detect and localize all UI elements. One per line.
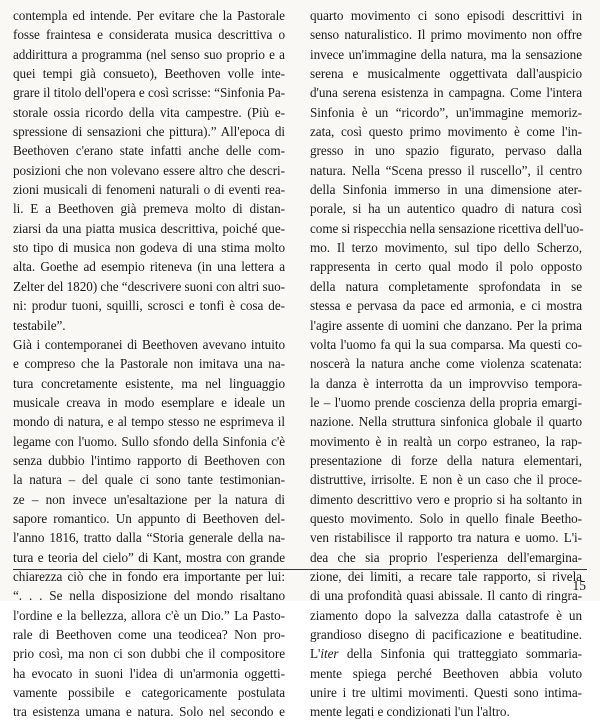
text-line: rale di Beethoven come una teodicea? Non pro- — [13, 627, 285, 642]
text-line: e compreso che la Pastorale non imitava una na- — [13, 356, 285, 372]
text-line: rappresenta in certo qual modo il polo opposto — [310, 259, 582, 275]
text-line: serena e musicalmente oggettivata dall'auspicio — [310, 66, 582, 82]
text-line: zioni musicali di fenomeni naturali o di eventi rea- — [13, 182, 285, 198]
text-line: porale, si ha un autentico quadro di natura così — [310, 201, 582, 217]
text-line: ven ristabilisce il rapporto tra natura e uomo. L'i- — [310, 530, 582, 546]
text-line: musicale creava in modo esemplare e ideale un — [13, 394, 285, 410]
text-line: la natura – del quale ci sono tante testimonian- — [13, 472, 285, 488]
text-line: della natura completamente sprofondata in se — [310, 278, 582, 294]
text-line: d'una serena esistenza in campagna. Come l'intera — [310, 85, 582, 101]
text-line: grandioso disegno di pacificazione e beatitudine. — [310, 627, 582, 642]
text-line: l'ordine e la bellezza, allora c'è un Dio.” La Pasto- — [13, 607, 285, 623]
text-line: natura. Nella “Scena presso il ruscello”, il centro — [310, 162, 582, 178]
text-line: zata, così questo primo movimento è come l'in- — [310, 124, 582, 140]
text-line: Sinfonia è un “ricordo”, un'immagine memoriz- — [310, 104, 582, 120]
text-line: sto tipo di musica non godeva di una stima molto — [13, 240, 285, 256]
text-line: fosse fraintesa e considerata musica descrittiva o — [13, 27, 285, 43]
text-line: alta. Goethe ad esempio riteneva (in una lettera a — [13, 259, 285, 275]
text-line: L'iter della Sinfonia qui tratteggiato sommaria- — [310, 646, 582, 662]
text-line: volta l'uomo fa qui la sua comparsa. Ma questi co- — [310, 336, 582, 352]
text-line: storale ossia ricordo della vita campestre. (Più e- — [13, 104, 285, 120]
footer-rule — [13, 569, 587, 570]
text-line: legame con l'uomo. Sullo sfondo della Sinfonia c'è — [13, 433, 285, 449]
text-line: della Sinfonia immerso in una dimensione ater- — [310, 182, 582, 198]
text-line: testabile”. — [13, 317, 66, 333]
text-line: quei tempi già consueto), Beethoven volle inte- — [13, 66, 285, 82]
text-line: spressione di sensazioni che pittura).” All'epoca di — [13, 124, 285, 140]
text-line: unire i tre ultimi movimenti. Questi sono intima- — [310, 685, 582, 701]
text-line: invece un'immagine della natura, ma la sensazione — [310, 46, 582, 62]
text-line: dea che sia proprio l'esperienza dell'emargina- — [310, 549, 582, 565]
text-line: questo movimento. Solo in quello finale Beetho- — [310, 510, 582, 526]
text-line: ziamento dopo la salvezza dalla catastrofe è un — [310, 607, 582, 623]
text-line: come si rispecchia nella sensazione ricettiva dell'uo- — [310, 220, 584, 236]
text-line: l'anno 1816, tratto dalla “Storia generale della na- — [13, 530, 285, 546]
text-line: mondo di natura, e al tempo stesso ne esprimeva il — [13, 414, 285, 430]
text-line: “. . . Se nella disposizione del mondo risaltano — [13, 588, 285, 604]
text-line: distruttive, irrisolte. E non è un caso che il proce- — [310, 472, 582, 488]
text-line: ni: produr tuoni, squilli, scrosci e tonfi è cosa de- — [13, 298, 285, 314]
text-line: chiarezza ciò che in fondo era importante per lui: — [13, 568, 285, 584]
text-line: presentazione di forze della natura elementari, — [310, 452, 582, 468]
text-column-left — [13, 6, 285, 722]
text-line: la danza è interrotta da un improvviso tempora- — [310, 375, 582, 391]
text-line: ze – non invece un'esaltazione per la natura di — [13, 491, 285, 507]
text-line: mente legati e condizionati l'un l'altro. — [310, 704, 510, 720]
text-line: mente spiega perché Beethoven abbia voluto — [310, 665, 582, 681]
text-line: ziarsi da una piatta musica descrittiva, poiché que- — [13, 220, 285, 236]
text-line: Già i contemporanei di Beethoven avevano intuito — [13, 336, 285, 352]
text-line: gresso in uno spazio figurato, pervaso dalla — [310, 143, 582, 159]
text-line: movimento è in realtà un corpo estraneo, la rap- — [310, 433, 582, 449]
text-line: Beethoven c'erano state infatti anche delle com- — [13, 143, 285, 159]
text-line: addirittura a programma (nel senso suo proprio e a — [13, 46, 285, 62]
text-line: quarto movimento ci sono episodi descrittivi in — [310, 8, 582, 23]
page-number: 15 — [572, 578, 586, 593]
text-line: li. E a Beethoven già premeva molto di distan- — [13, 201, 285, 217]
text-line: di una profondità quasi abissale. Il canto di ringra- — [310, 588, 582, 604]
text-line: senso naturalistico. Il primo movimento non offre — [310, 27, 582, 43]
text-line: tura e teoria del cielo” di Kant, mostra con grande — [13, 549, 285, 565]
text-line: senza dubbio l'intimo rapporto di Beethoven con — [13, 452, 285, 468]
text-line: zione, dei limiti, a recare tale rapporto, si rivela — [310, 568, 582, 584]
text-line: nazione. Nella struttura sinfonica globale il quarto — [310, 414, 582, 430]
text-line: stessa e pervasa da pace ed armonia, e ci mostra — [310, 298, 582, 314]
text-line: contempla ed intende. Per evitare che la Pastorale — [13, 8, 285, 23]
text-line: ha evocato in suoni l'idea di un'armonia oggetti- — [13, 665, 285, 681]
text-line: grare il titolo dell'opera e così scrisse: “Sinfonia Pa- — [13, 85, 285, 101]
text-line: vamente possibile e categoricamente postulata — [13, 685, 285, 701]
text-line: l'agire assente di uomini che danzano. Per la prima — [310, 317, 582, 333]
text-line: le – l'uomo prende coscienza della propria emargi- — [310, 394, 582, 410]
text-line: tura concretamente esistente, ma nel linguaggio — [13, 375, 285, 391]
text-line: sapore romantico. Un appunto di Beethoven del- — [13, 510, 285, 526]
text-line: mo. Il terzo movimento, sul tipo dello Scherzo, — [310, 240, 582, 256]
text-line: prio così, ma non ci son dubbi che il compositore — [13, 646, 285, 662]
text-line: dimento descrittivo vero e proprio si ha soltanto in — [310, 491, 582, 507]
text-column-right — [310, 6, 582, 722]
text-line: posizioni che non volevano essere altro che descri- — [13, 162, 285, 178]
text-line: tra esistenza umana e natura. Solo nel secondo e — [13, 704, 285, 720]
text-line: noscerà la natura anche come violenza scatenata: — [310, 356, 582, 372]
italic-word: iter — [320, 646, 339, 662]
text-line: Zelter del 1820) che “descrivere suoni con altri suo- — [13, 278, 285, 294]
